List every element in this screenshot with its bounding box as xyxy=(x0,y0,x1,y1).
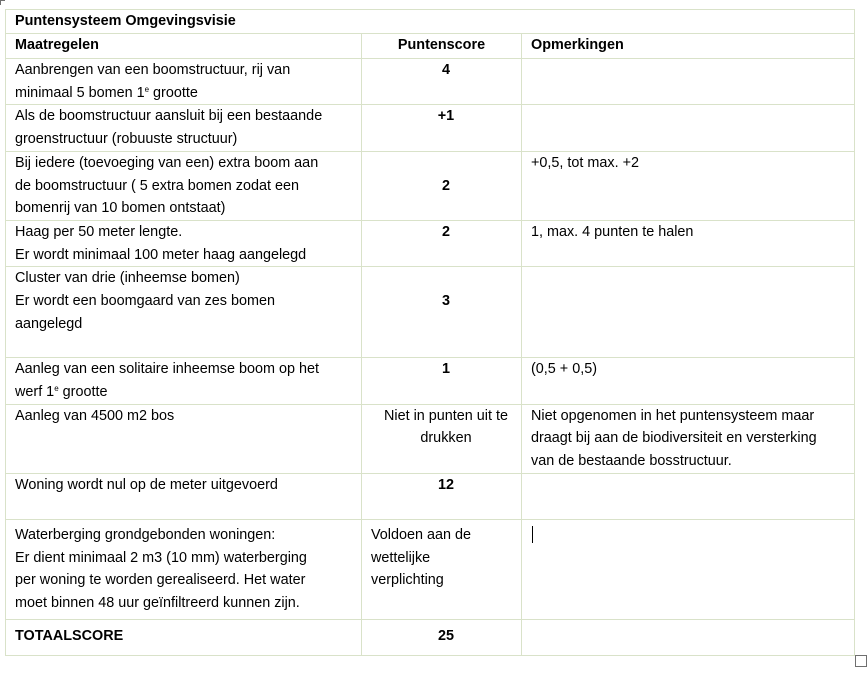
superscript: e xyxy=(54,384,59,394)
score-line: Niet in punten uit te xyxy=(384,407,508,424)
header-remarks[interactable]: Opmerkingen xyxy=(522,34,855,59)
header-score[interactable]: Puntenscore xyxy=(362,34,522,59)
remarks-cell[interactable] xyxy=(522,519,855,619)
table-row xyxy=(6,519,855,619)
measure-line: Aanleg van 4500 m2 bos xyxy=(15,407,175,424)
remarks-line: draagt bij aan de biodiversiteit en versterking xyxy=(531,430,817,447)
measure-line-tail: grootte xyxy=(149,84,198,101)
measure-line: bomenrij van 10 bomen ontstaat) xyxy=(15,200,226,217)
table-title[interactable]: Puntensysteem Omgevingsvisie xyxy=(6,10,855,34)
measure-line: moet binnen 48 uur geïnfiltreerd kunnen zijn. xyxy=(15,594,300,611)
remarks-line: Niet opgenomen in het puntensysteem maar xyxy=(531,407,815,424)
measure-line: Waterberging grondgebonden woningen: xyxy=(15,526,276,543)
measure-line: Aanbrengen van een boomstructuur, rij van xyxy=(15,62,291,78)
table-row xyxy=(6,473,855,519)
remarks-cell[interactable] xyxy=(522,59,855,105)
measure-cell[interactable] xyxy=(6,151,362,220)
measure-line: Woning wordt nul op de meter uitgevoerd xyxy=(15,476,278,493)
score-cell[interactable]: 2 xyxy=(362,151,522,220)
measure-cell[interactable] xyxy=(6,358,362,404)
score-cell[interactable]: 12 xyxy=(362,473,522,519)
total-row xyxy=(6,619,855,655)
text-cursor xyxy=(532,526,533,543)
remarks-cell[interactable]: +0,5, tot max. +2 xyxy=(522,151,855,220)
text-boundary-mark xyxy=(0,0,5,5)
measure-line: de boomstructuur ( 5 extra bomen zodat een xyxy=(15,177,299,194)
table-row xyxy=(6,220,855,266)
table-row xyxy=(6,59,855,105)
remarks-cell[interactable] xyxy=(522,404,855,473)
remarks-cell[interactable] xyxy=(522,105,855,151)
total-score[interactable]: 25 xyxy=(362,619,522,655)
table-row xyxy=(6,105,855,151)
measure-line: per woning te worden gerealiseerd. Het water xyxy=(15,572,306,589)
measure-line: aangelegd xyxy=(15,315,83,332)
score-cell[interactable] xyxy=(362,404,522,473)
points-table xyxy=(5,9,855,656)
measure-line: werf 1 xyxy=(15,384,55,401)
measure-cell[interactable] xyxy=(6,404,362,473)
score-cell[interactable] xyxy=(362,519,522,619)
score-cell[interactable]: 2 xyxy=(362,220,522,266)
score-cell[interactable]: 1 xyxy=(362,358,522,404)
score-line: drukken xyxy=(420,430,472,447)
table-row xyxy=(6,404,855,473)
measure-cell[interactable] xyxy=(6,473,362,519)
measure-line: Aanleg van een solitaire inheemse boom op het xyxy=(15,361,320,378)
table-resize-handle[interactable] xyxy=(855,655,867,667)
score-line: Voldoen aan de xyxy=(371,526,472,543)
total-label[interactable]: TOTAALSCORE xyxy=(6,619,362,655)
score-line: wettelijke xyxy=(371,549,431,566)
table-header-row xyxy=(6,34,855,59)
score-cell[interactable]: +1 xyxy=(362,105,522,151)
table-row xyxy=(6,151,855,220)
measure-line: Als de boomstructuur aansluit bij een bestaande xyxy=(15,108,323,125)
measure-line: Er wordt minimaal 100 meter haag aangelegd xyxy=(15,246,307,263)
measure-cell[interactable] xyxy=(6,59,362,105)
table-row xyxy=(6,267,855,358)
measure-line: Er dient minimaal 2 m3 (10 mm) waterberging xyxy=(15,549,307,566)
score-cell[interactable]: 3 xyxy=(362,267,522,358)
remarks-cell[interactable] xyxy=(522,267,855,358)
measure-cell[interactable] xyxy=(6,105,362,151)
measure-line: minimaal 5 bomen 1 xyxy=(15,84,145,101)
measure-line: Bij iedere (toevoeging van een) extra boom aan xyxy=(15,154,319,171)
remarks-cell[interactable] xyxy=(522,473,855,519)
score-cell[interactable]: 4 xyxy=(362,59,522,105)
table-row xyxy=(6,358,855,404)
superscript: e xyxy=(144,84,150,94)
measure-line: Cluster van drie (inheemse bomen) xyxy=(15,270,240,287)
total-remarks-cell[interactable] xyxy=(522,619,855,655)
measure-line: Haag per 50 meter lengte. xyxy=(15,223,183,240)
header-measures[interactable]: Maatregelen xyxy=(6,34,362,59)
measure-cell[interactable] xyxy=(6,267,362,358)
remarks-line: van de bestaande bosstructuur. xyxy=(531,453,732,470)
measure-line: groenstructuur (robuuste structuur) xyxy=(15,131,238,148)
measure-line-tail: grootte xyxy=(58,384,108,401)
remarks-cell[interactable]: (0,5 + 0,5) xyxy=(522,358,855,404)
remarks-cell[interactable]: 1, max. 4 punten te halen xyxy=(522,220,855,266)
measure-cell[interactable] xyxy=(6,519,362,619)
measure-line: Er wordt een boomgaard van zes bomen xyxy=(15,293,275,310)
table-title-row xyxy=(6,10,855,34)
score-line: verplichting xyxy=(371,572,444,589)
measure-cell[interactable] xyxy=(6,220,362,266)
